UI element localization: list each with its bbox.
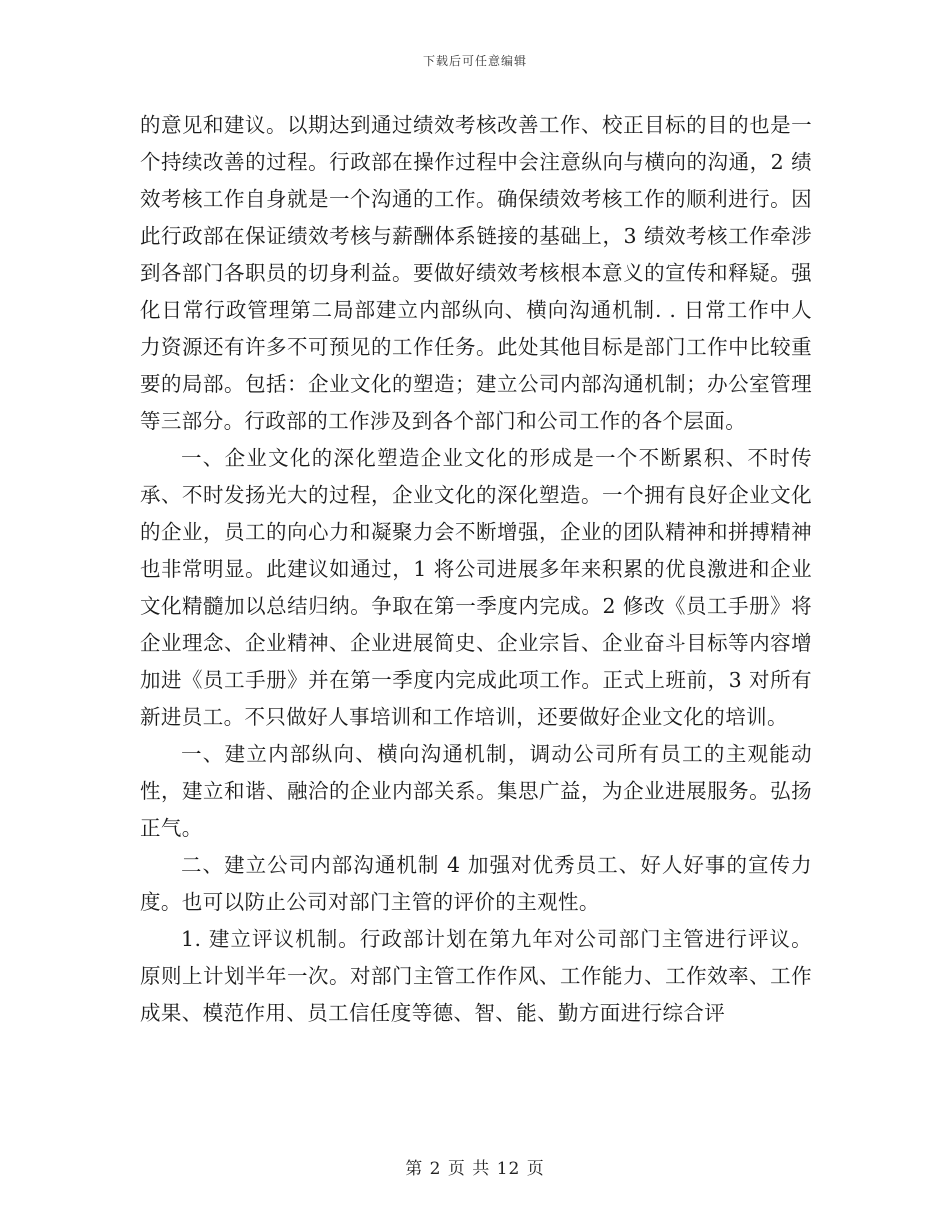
document-body xyxy=(140,107,812,1032)
paragraph-evaluation-mechanism: 1. 建立评议机制。行政部计划在第九年对公司部门主管进行评议。原则上计划半年一次。对部门主管工作作风、工作能力、工作效率、工作成果、模范作用、员工信任度等德、智、能、勤方面进行综合评 xyxy=(140,927,812,1025)
paragraph-continued: 的意见和建议。以期达到通过绩效考核改善工作、校正目标的目的也是一个持续改善的过程。行政部在操作过程中会注意纵向与横向的沟通，2 绩效考核工作自身就是一个沟通的工作。确保绩效考核工作的顺利进行。因此行政部在保证绩效考核与薪酬体系链接的基础上，3 绩效考核工作牵涉到各部门各职员的切身利益。要做好绩效考核根本意义的宣传和释疑。强化日常行政管理第二局部建立内部纵向、横向沟通机制. . 日常工作中人力资源还有许多不可预见的工作任务。此处其他目标是部门工作中比较重要的局部。包括：企业文化的塑造；建立公司内部沟通机制；办公室管理等三部分。行政部的工作涉及到各个部门和公司工作的各个层面。 xyxy=(140,113,812,433)
paragraph-internal-communication: 二、建立公司内部沟通机制 4 加强对优秀员工、好人好事的宣传力度。也可以防止公司对部门主管的评价的主观性。 xyxy=(140,853,812,914)
page-footer: 第 2 页 共 12 页 xyxy=(405,1159,545,1179)
page-header: 下载后可任意编辑 xyxy=(422,54,527,68)
paragraph-communication-mechanism: 一、建立内部纵向、横向沟通机制，调动公司所有员工的主观能动性，建立和谐、融洽的企业内部关系。集思广益，为企业进展服务。弘扬正气。 xyxy=(140,742,812,840)
paragraph-corporate-culture: 一、企业文化的深化塑造企业文化的形成是一个不断累积、不时传承、不时发扬光大的过程，企业文化的深化塑造。一个拥有良好企业文化的企业，员工的向心力和凝聚力会不断增强，企业的团队精神和拼搏精神也非常明显。此建议如通过，1 将公司进展多年来积累的优良激进和企业文化精髓加以总结归纳。争取在第一季度内完成。2 修改《员工手册》将企业理念、企业精神、企业进展简史、企业宗旨、企业奋斗目标等内容增加进《员工手册》并在第一季度内完成此项工作。正式上班前，3 对所有新进员工。不只做好人事培训和工作培训，还要做好企业文化的培训。 xyxy=(140,446,812,729)
